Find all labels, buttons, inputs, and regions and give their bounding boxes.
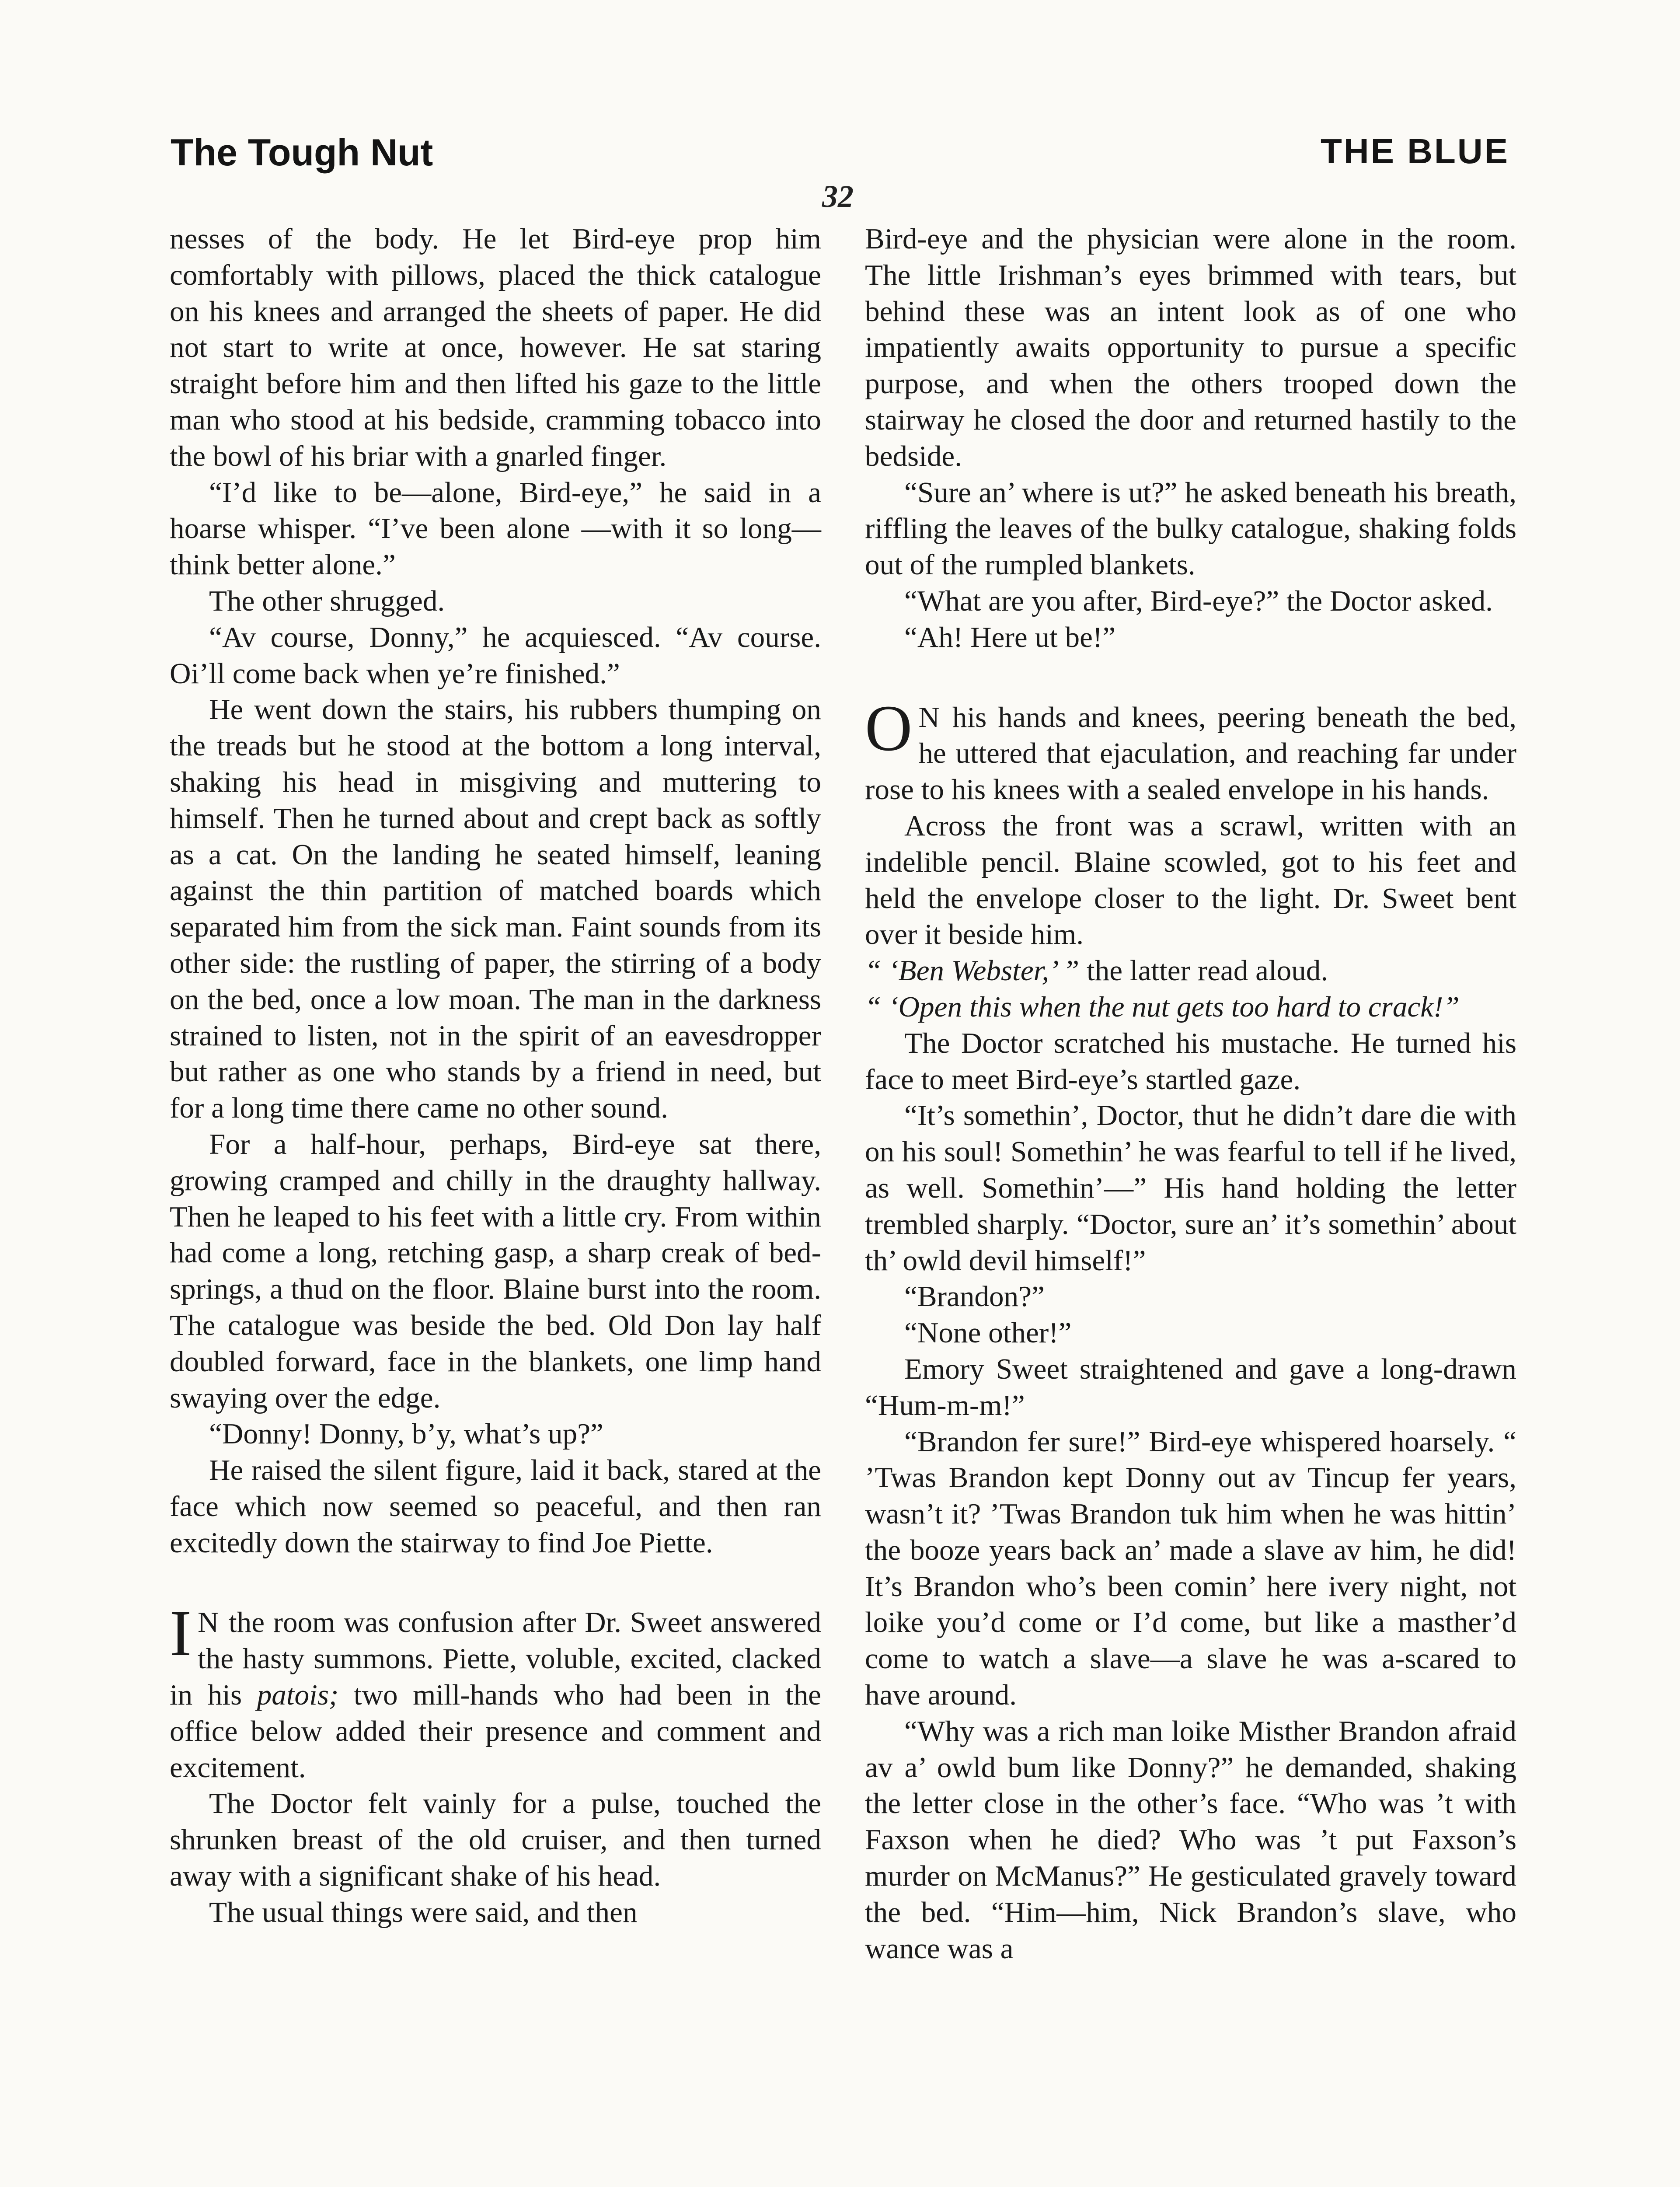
paragraph-text: the room was confusion after Dr. Sweet answered the hasty summons. Piette, voluble, excited, clacked in his <box>170 1606 821 1712</box>
paragraph: He raised the silent figure, laid it back, stared at the face which now seemed so peaceful, and then ran excitedly down the stairway to find Joe Piette. <box>170 1453 821 1559</box>
paragraph: “Why was a rich man loike Misther Brandon afraid av a’ owld bum like Donny?” he demanded, shaking the letter close in the other’s face. “Who was ’t with Faxson when he died? Who was ’t put Faxson’s murder on McManus?” He gesticulated gravely toward the bed. “Him—him, Nick Brandon’s slave, who wance was a <box>865 1714 1516 1965</box>
paragraph-text: his hands and knees, peering beneath the bed, he uttered that ejaculation, and reaching far under rose to his knees with a sealed envelope in his hands. <box>865 700 1516 806</box>
paragraph: “Ah! Here ut be!” <box>904 620 1116 653</box>
italic-paragraph: “ ‘Open this when the nut gets too hard to crack!” <box>865 990 1460 1023</box>
paragraph: “It’s somethin’, Doctor, thut he didn’t dare die with on his soul! Somethin’ he was fearful to tell if he lived, as well. Somethin’—” His hand holding the letter trembled sharply. “Doctor, sure an’ it’s somethin’ about th’ owld devil himself!” <box>865 1099 1516 1277</box>
running-title: The Tough Nut <box>171 132 433 174</box>
paragraph: For a half-hour, perhaps, Bird-eye sat there, growing cramped and chilly in the draughty hallway. Then he leaped to his feet with a little cry. From within had come a long, retching gasp, a sharp creak of bed-springs, a thud on the floor. Blaine burst into the room. The catalogue was beside the bed. Old Don lay half doubled forward, face in the blankets, one limp hand swaying over the edge. <box>170 1127 821 1414</box>
paragraph: The usual things were said, and then <box>209 1895 638 1928</box>
paragraph: The Doctor scratched his mustache. He turned his face to meet Bird-eye’s startled gaze. <box>865 1026 1516 1096</box>
paragraph: “None other!” <box>904 1316 1072 1349</box>
paragraph: “Donny! Donny, b’y, what’s up?” <box>209 1417 603 1450</box>
drop-cap: I <box>170 1597 192 1670</box>
paragraph: “Brandon fer sure!” Bird-eye whispered hoarsely. “ ’Twas Brandon kept Donny out av Tincup fer years, wasn’t it? ’Twas Brandon tuk him when he was hittin’ the booze years back an’ made a slave av him, he did! It’s Brandon who’s been comin’ here ivery night, not loike you’d come or I’d come, but like a masther’d come to watch a slave—a slave he was a-scared to have around. <box>865 1425 1516 1712</box>
paragraph: “Brandon?” <box>904 1280 1045 1313</box>
left-text-column <box>170 221 821 1931</box>
italic-text: “ ‘Ben Webster,’ ” <box>865 954 1080 987</box>
paragraph: Bird-eye and the physician were alone in the room. The little Irishman’s eyes brimmed with tears, but behind these was an intent look as of one who impatiently awaits opportunity to pursue a specific purpose, and when the others trooped down the stairway he closed the door and returned hastily to the bedside. <box>865 222 1516 472</box>
paragraph: “Sure an’ where is ut?” he asked beneath his breath, riffling the leaves of the bulky catalogue, shaking folds out of the rumpled blankets. <box>865 475 1516 581</box>
paragraph-text: two mill-hands who had been in the office below added their presence and comment and excitement. <box>170 1678 821 1784</box>
paragraph: Across the front was a scrawl, written with an indelible pencil. Blaine scowled, got to his feet and held the envelope closer to the light. Dr. Sweet bent over it beside him. <box>865 809 1516 951</box>
right-text-column <box>865 221 1516 1967</box>
paragraph-with-initial <box>170 1597 821 1785</box>
italic-text: patois; <box>257 1678 339 1712</box>
paragraph: The other shrugged. <box>209 584 445 617</box>
paragraph: “Av course, Donny,” he acquiesced. “Av course. Oi’ll come back when ye’re finished.” <box>170 620 821 690</box>
section-break <box>170 1561 821 1604</box>
paragraph: He went down the stairs, his rubbers thumping on the treads but he stood at the bottom a long interval, shaking his head in misgiving and muttering to himself. Then he turned about and crept back as softly as a cat. On the landing he seated himself, leaning against the thin partition of matched boards which separated him from the sick man. Faint sounds from its other side: the rustling of paper, the stirring of a body on the bed, once a low moan. The man in the darkness strained to listen, not in the spirit of an eavesdropper but rather as one who stands by a friend in need, but for a long time there came no other sound. <box>170 693 821 1125</box>
paragraph <box>865 953 1516 989</box>
paragraph: “I’d like to be—alone, Bird-eye,” he said in a hoarse whisper. “I’ve been alone —with it so long—think better alone.” <box>170 475 821 581</box>
small-caps-text: N <box>197 1606 220 1639</box>
paragraph-text: the latter read aloud. <box>1079 954 1328 987</box>
paragraph: nesses of the body. He let Bird-eye prop him comfortably with pillows, placed the thick catalogue on his knees and arranged the sheets of paper. He did not start to write at once, however. He sat staring straight before him and then lifted his gaze to the little man who stood at his bedside, cramming tobacco into the bowl of his briar with a gnarled finger. <box>170 222 821 472</box>
section-break <box>865 656 1516 699</box>
drop-cap: O <box>865 692 913 765</box>
small-caps-text: N <box>918 700 941 734</box>
paragraph: “What are you after, Bird-eye?” the Doctor asked. <box>904 584 1493 617</box>
paragraph-with-initial <box>865 692 1516 808</box>
magazine-section-title: THE BLUE <box>1321 132 1509 171</box>
paragraph: The Doctor felt vainly for a pulse, touched the shrunken breast of the old cruiser, and then turned away with a significant shake of his head. <box>170 1787 821 1893</box>
page-number: 32 <box>822 179 854 214</box>
paragraph: Emory Sweet straightened and gave a long-drawn “Hum-m-m!” <box>865 1352 1516 1422</box>
